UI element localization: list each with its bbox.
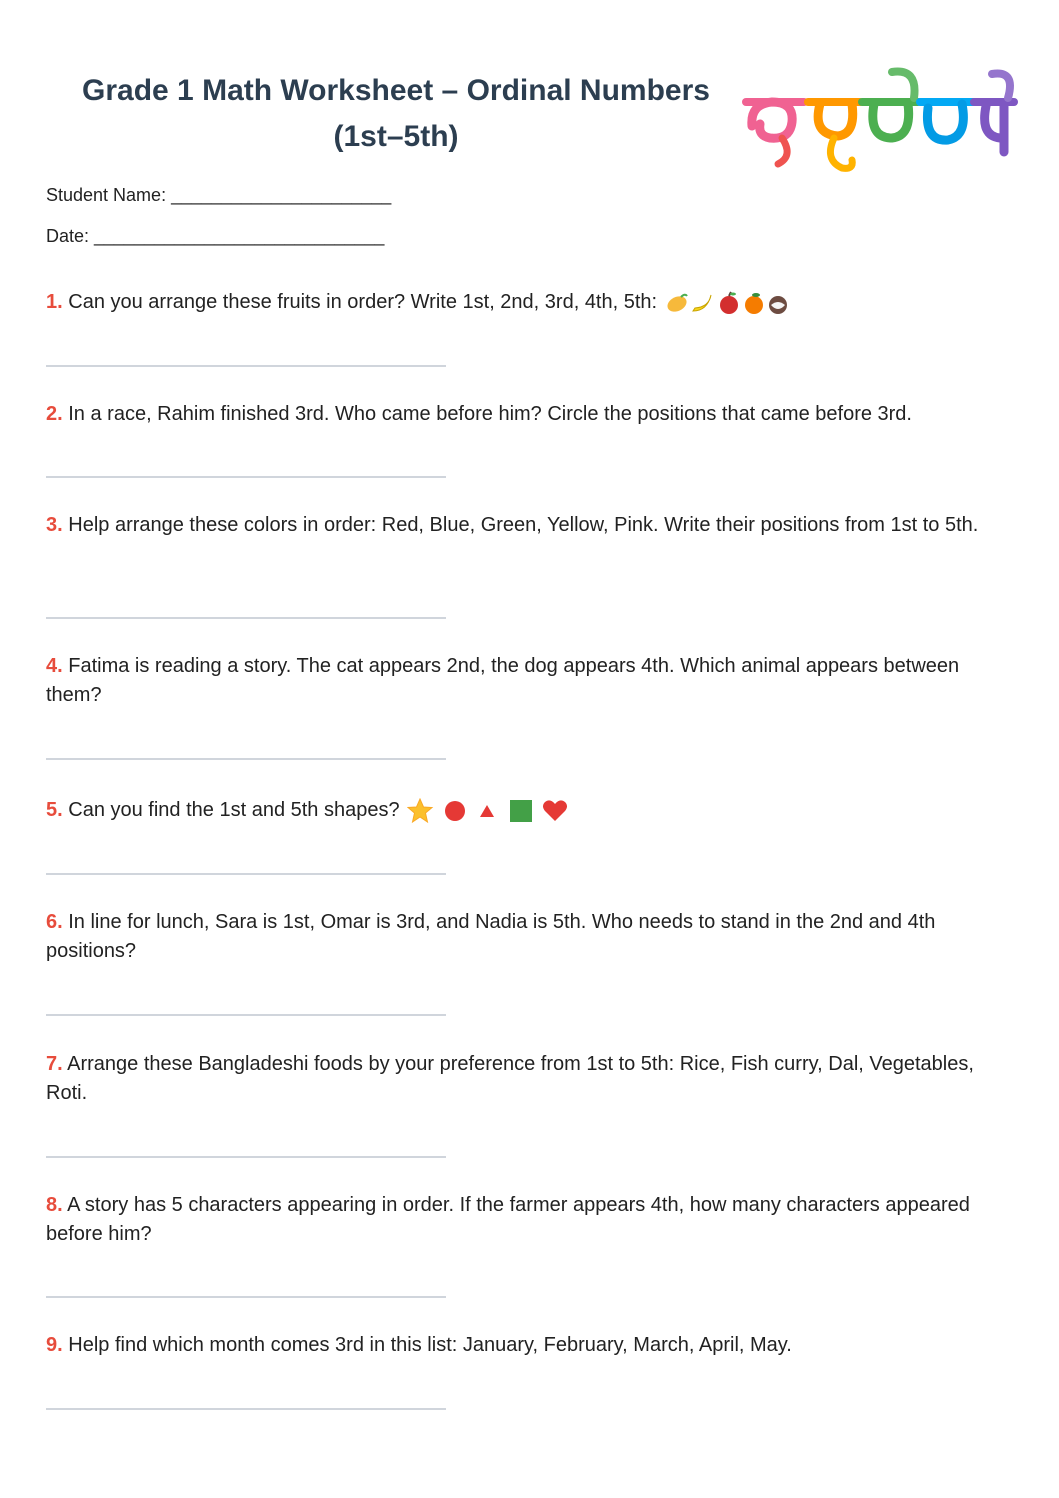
question-number: 3. bbox=[46, 514, 63, 536]
question-9 bbox=[46, 1331, 1008, 1360]
question-text: Help find which month comes 3rd in this list: January, February, March, April, May. bbox=[68, 1334, 792, 1356]
question-8 bbox=[46, 1191, 1008, 1249]
answer-line-3[interactable] bbox=[46, 617, 446, 619]
heart-icon bbox=[543, 800, 567, 821]
question-text: Fatima is reading a story. The cat appears 2nd, the dog appears 4th. Which animal appears between them? bbox=[46, 655, 960, 706]
worksheet-title bbox=[40, 68, 752, 160]
orange-icon bbox=[745, 293, 763, 314]
question-text: Can you find the 1st and 5th shapes? bbox=[68, 799, 400, 821]
answer-line-8[interactable] bbox=[46, 1296, 446, 1298]
answer-line-2[interactable] bbox=[46, 476, 446, 478]
star-icon bbox=[408, 799, 432, 822]
question-3 bbox=[46, 511, 1008, 540]
question-number: 7. bbox=[46, 1053, 63, 1075]
shape-icons bbox=[407, 798, 571, 824]
anushiloni-logo bbox=[742, 64, 1018, 178]
question-number: 1. bbox=[46, 291, 63, 313]
question-number: 5. bbox=[46, 799, 63, 821]
question-text: Help arrange these colors in order: Red, Blue, Green, Yellow, Pink. Write their positions from 1st to 5th. bbox=[68, 514, 979, 536]
question-number: 9. bbox=[46, 1334, 63, 1356]
question-number: 6. bbox=[46, 911, 63, 933]
date-field[interactable]: Date: _____________________________ bbox=[46, 226, 385, 246]
question-5 bbox=[46, 796, 1008, 825]
answer-line-1[interactable] bbox=[46, 365, 446, 367]
red-triangle-icon bbox=[480, 805, 494, 817]
answer-line-9[interactable] bbox=[46, 1408, 446, 1410]
fruit-icons bbox=[665, 291, 791, 315]
question-text: Can you arrange these fruits in order? Write 1st, 2nd, 3rd, 4th, 5th: bbox=[68, 291, 658, 313]
question-number: 8. bbox=[46, 1194, 63, 1216]
title-line-1: Grade 1 Math Worksheet – Ordinal Numbers bbox=[82, 74, 710, 107]
answer-line-5[interactable] bbox=[46, 873, 446, 875]
coconut-icon bbox=[769, 296, 787, 314]
question-number: 4. bbox=[46, 655, 63, 677]
answer-line-6[interactable] bbox=[46, 1014, 446, 1016]
question-2 bbox=[46, 400, 1008, 429]
question-6 bbox=[46, 908, 1008, 966]
question-text: Arrange these Bangladeshi foods by your preference from 1st to 5th: Rice, Fish curry, Dal, Vegetables, Roti. bbox=[46, 1053, 974, 1104]
title-line-2: (1st–5th) bbox=[333, 120, 459, 153]
mango-icon bbox=[665, 293, 689, 314]
red-circle-icon bbox=[445, 801, 465, 821]
student-name-field[interactable]: Student Name: ______________________ bbox=[46, 185, 392, 205]
question-1 bbox=[46, 288, 1008, 317]
question-text: A story has 5 characters appearing in order. If the farmer appears 4th, how many characters appeared before him? bbox=[46, 1194, 970, 1245]
green-square-icon bbox=[510, 800, 532, 822]
question-number: 2. bbox=[46, 403, 63, 425]
question-text: In line for lunch, Sara is 1st, Omar is 3rd, and Nadia is 5th. Who needs to stand in the 2nd and 4th positions? bbox=[46, 911, 936, 962]
question-7 bbox=[46, 1050, 1008, 1108]
question-4 bbox=[46, 652, 1008, 710]
apple-icon bbox=[720, 292, 738, 314]
answer-line-7[interactable] bbox=[46, 1156, 446, 1158]
question-text: In a race, Rahim finished 3rd. Who came before him? Circle the positions that came before 3rd. bbox=[68, 403, 912, 425]
banana-icon bbox=[693, 295, 711, 311]
answer-line-4[interactable] bbox=[46, 758, 446, 760]
